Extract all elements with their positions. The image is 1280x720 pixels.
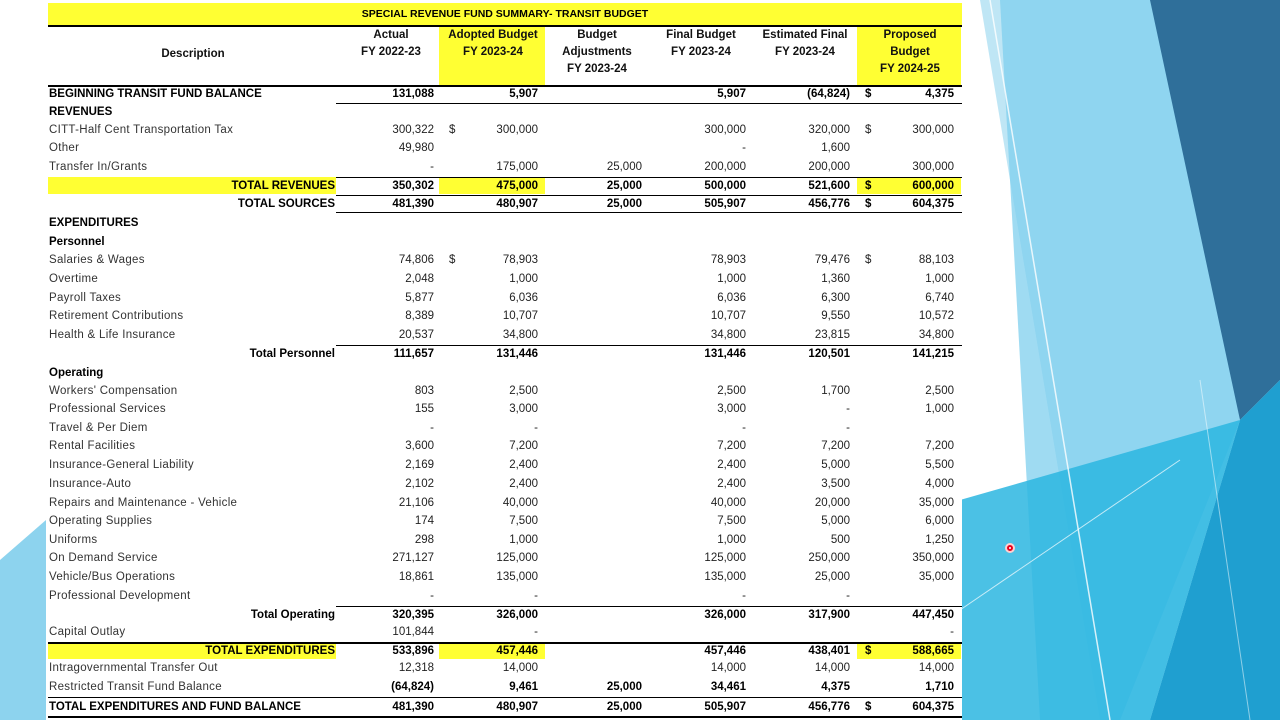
row-value-col-1: 174	[414, 515, 434, 527]
row-label: Professional Development	[49, 590, 191, 602]
budget-spreadsheet	[46, 0, 962, 720]
column-header-2	[440, 27, 546, 61]
row-value-col-5: 23,815	[814, 329, 850, 341]
dollar-sign: $	[865, 198, 872, 210]
row-value-col-6: 1,000	[925, 403, 954, 415]
row-value-col-1: 3,600	[405, 440, 434, 452]
row-value-col-5: -	[846, 422, 850, 434]
row-value-col-3: 25,000	[606, 180, 642, 192]
row-label: Other	[49, 142, 80, 154]
row-value-col-5: 500	[830, 534, 850, 546]
row-value-col-3	[552, 382, 642, 400]
row-label: Intragovernmental Transfer Out	[49, 662, 218, 674]
row-value-col-3	[552, 475, 642, 493]
column-header-3-l1: Budget	[577, 29, 617, 41]
row-value-col-1: 49,980	[398, 142, 434, 154]
rule-after-beginning-balance	[336, 103, 962, 104]
dollar-sign: $	[449, 254, 456, 266]
row-value-col-4: 2,400	[717, 478, 746, 490]
row-label: Restricted Transit Fund Balance	[49, 681, 222, 693]
row-value-col-4: 135,000	[704, 571, 746, 583]
row-value-col-1: 111,657	[393, 348, 434, 360]
row-value-col-2: 131,446	[496, 348, 538, 360]
row-value-col-1: 320,395	[392, 609, 434, 621]
row-value-col-4: 326,000	[704, 609, 746, 621]
row-value-col-1: 2,102	[405, 478, 434, 490]
row-value-col-2	[448, 364, 538, 382]
row-value-col-5: 1,700	[821, 385, 850, 397]
row-value-col-6: 1,250	[925, 534, 954, 546]
column-header-4-l1: Final Budget	[666, 29, 736, 41]
row-value-col-5: 200,000	[808, 161, 850, 173]
rule-before-grand-total	[48, 697, 962, 698]
row-value-col-1: 271,127	[392, 552, 434, 564]
row-value-col-4: 200,000	[704, 161, 746, 173]
row-value-col-2: 7,500	[509, 515, 538, 527]
row-value-col-1: 18,861	[398, 571, 434, 583]
row-value-col-4: 131,446	[704, 348, 746, 360]
row-value-col-6: 141,215	[912, 348, 954, 360]
row-label: Personnel	[49, 236, 105, 248]
row-value-col-1: -	[430, 422, 434, 434]
row-value-col-4: 500,000	[704, 180, 746, 192]
row-value-col-5	[760, 623, 850, 641]
rule-before-total-sources	[336, 195, 962, 196]
row-value-col-6: 7,200	[925, 440, 954, 452]
row-value-col-2: 10,707	[502, 310, 538, 322]
row-value-col-2: -	[534, 626, 538, 638]
row-value-col-3	[552, 307, 642, 325]
row-value-col-6: 35,000	[918, 571, 954, 583]
row-value-col-2: 78,903	[502, 254, 538, 266]
row-value-col-3	[552, 233, 642, 251]
row-value-col-2: 6,036	[509, 292, 538, 304]
row-value-col-1: 20,537	[398, 329, 434, 341]
row-value-col-6	[864, 214, 954, 232]
row-value-col-3	[552, 642, 642, 660]
row-label: Transfer In/Grants	[49, 161, 148, 173]
row-value-col-1: -	[430, 161, 434, 173]
row-value-col-4: 2,400	[717, 459, 746, 471]
row-label: Health & Life Insurance	[49, 329, 176, 341]
row-value-col-1: 803	[414, 385, 434, 397]
row-value-col-5	[760, 103, 850, 121]
column-header-1-l1: Actual	[373, 29, 409, 41]
row-value-col-1: 2,048	[405, 273, 434, 285]
row-value-col-5: 5,000	[821, 459, 850, 471]
row-value-col-4: 1,000	[717, 534, 746, 546]
row-value-col-4: 505,907	[704, 198, 746, 210]
row-label: Salaries & Wages	[49, 254, 145, 266]
row-value-col-3	[552, 531, 642, 549]
row-value-col-4: 7,500	[717, 515, 746, 527]
row-value-col-5: 521,600	[808, 180, 850, 192]
column-header-2-l2: FY 2023-24	[463, 46, 523, 58]
row-value-col-3	[552, 549, 642, 567]
row-value-col-4: 14,000	[710, 662, 746, 674]
row-value-col-1: 21,106	[398, 497, 434, 509]
row-value-col-1	[344, 103, 434, 121]
row-value-col-6: 88,103	[918, 254, 954, 266]
row-label: TOTAL SOURCES	[237, 198, 335, 210]
row-value-col-2: 5,907	[509, 88, 538, 100]
row-value-col-4: 5,907	[717, 88, 746, 100]
row-value-col-5: 250,000	[808, 552, 850, 564]
row-value-col-3: 25,000	[606, 161, 642, 173]
rule-before-total-operating	[336, 606, 962, 607]
column-header-6-l3: FY 2024-25	[880, 63, 940, 75]
row-value-col-3	[552, 512, 642, 530]
row-value-col-6: 4,375	[925, 88, 954, 100]
row-value-col-1: 481,390	[392, 701, 434, 713]
row-value-col-6: 588,665	[912, 645, 954, 657]
row-value-col-4: 1,000	[717, 273, 746, 285]
row-value-col-3	[552, 345, 642, 363]
row-label: Payroll Taxes	[49, 292, 122, 304]
row-value-col-2: 326,000	[496, 609, 538, 621]
rule-before-total-personnel	[336, 345, 962, 346]
row-value-col-3	[552, 568, 642, 586]
row-value-col-4: 125,000	[704, 552, 746, 564]
row-value-col-5: 9,550	[821, 310, 850, 322]
row-value-col-2: 475,000	[496, 180, 538, 192]
row-value-col-1: 298	[414, 534, 434, 546]
row-value-col-4	[656, 214, 746, 232]
row-value-col-5: 438,401	[808, 645, 850, 657]
bg-shape-left	[0, 520, 46, 720]
column-header-6	[858, 27, 962, 78]
row-label: Professional Services	[49, 403, 166, 415]
row-value-col-2	[448, 139, 538, 157]
row-value-col-5: 5,000	[821, 515, 850, 527]
row-label: TOTAL EXPENDITURES AND FUND BALANCE	[49, 701, 301, 713]
row-value-col-6: 2,500	[925, 385, 954, 397]
row-value-col-4	[656, 103, 746, 121]
row-value-col-2: 1,000	[509, 273, 538, 285]
row-value-col-3	[552, 103, 642, 121]
row-value-col-1: -	[430, 590, 434, 602]
row-value-col-4: -	[742, 422, 746, 434]
row-value-col-5: 6,300	[821, 292, 850, 304]
row-value-col-3	[552, 419, 642, 437]
row-value-col-1: 131,088	[392, 88, 434, 100]
row-value-col-4: 7,200	[717, 440, 746, 452]
row-label: CITT-Half Cent Transportation Tax	[49, 124, 234, 136]
row-value-col-6: 300,000	[912, 161, 954, 173]
row-value-col-5: 7,200	[821, 440, 850, 452]
row-value-col-2: 34,800	[502, 329, 538, 341]
row-value-col-4: 34,800	[710, 329, 746, 341]
row-value-col-5: 1,360	[821, 273, 850, 285]
row-label: Uniforms	[49, 534, 98, 546]
column-header-5-l1: Estimated Final	[762, 29, 848, 41]
row-value-col-2: 480,907	[496, 198, 538, 210]
row-value-col-3: 25,000	[606, 701, 642, 713]
row-label: Insurance-General Liability	[49, 459, 194, 471]
row-value-col-2	[448, 214, 538, 232]
column-header-1	[338, 27, 444, 61]
row-value-col-4: 457,446	[704, 645, 746, 657]
dollar-sign: $	[865, 124, 872, 136]
row-value-col-4: 505,907	[704, 701, 746, 713]
column-header-6-l2: Budget	[890, 46, 930, 58]
row-value-col-4: 300,000	[704, 124, 746, 136]
row-value-col-2: 2,400	[509, 478, 538, 490]
row-value-col-2	[448, 233, 538, 251]
row-value-col-3	[552, 400, 642, 418]
row-value-col-1: 2,169	[405, 459, 434, 471]
row-label: REVENUES	[49, 106, 113, 118]
row-value-col-6: 600,000	[912, 180, 954, 192]
row-value-col-3	[552, 251, 642, 269]
row-value-col-2: -	[534, 590, 538, 602]
row-label: Travel & Per Diem	[49, 422, 148, 434]
column-header-4	[648, 27, 754, 61]
row-value-col-6	[864, 139, 954, 157]
row-label: Retirement Contributions	[49, 310, 184, 322]
row-value-col-5: 320,000	[808, 124, 850, 136]
row-value-col-6: 604,375	[912, 701, 954, 713]
row-value-col-2: 175,000	[496, 161, 538, 173]
rule-before-total-expenditures	[48, 642, 962, 644]
row-value-col-2: -	[534, 422, 538, 434]
row-value-col-4: -	[742, 142, 746, 154]
row-value-col-2	[448, 103, 538, 121]
row-value-col-5: -	[846, 403, 850, 415]
row-value-col-6	[864, 103, 954, 121]
row-value-col-2: 14,000	[502, 662, 538, 674]
row-label: Total Operating	[250, 609, 335, 621]
row-value-col-6	[864, 233, 954, 251]
dollar-sign: $	[865, 180, 872, 192]
row-value-col-5: 456,776	[808, 198, 850, 210]
row-value-col-2: 40,000	[502, 497, 538, 509]
row-value-col-3	[552, 494, 642, 512]
row-value-col-4: 6,036	[717, 292, 746, 304]
row-value-col-3	[552, 326, 642, 344]
row-value-col-1: 155	[414, 403, 434, 415]
row-value-col-2: 7,200	[509, 440, 538, 452]
row-label: Rental Facilities	[49, 440, 136, 452]
row-value-col-5: 120,501	[808, 348, 850, 360]
row-value-col-6	[864, 419, 954, 437]
row-value-col-6: 1,000	[925, 273, 954, 285]
row-value-col-4: 40,000	[710, 497, 746, 509]
row-value-col-6: 34,800	[918, 329, 954, 341]
row-value-col-5: (64,824)	[807, 88, 850, 100]
row-value-col-4: 3,000	[717, 403, 746, 415]
row-value-col-5	[760, 214, 850, 232]
row-label: Operating Supplies	[49, 515, 153, 527]
row-value-col-6: 350,000	[912, 552, 954, 564]
rule-before-total-revenues	[336, 177, 962, 178]
column-header-3-l3: FY 2023-24	[567, 63, 627, 75]
row-label: EXPENDITURES	[49, 217, 139, 229]
row-value-col-1	[344, 364, 434, 382]
row-label: Capital Outlay	[49, 626, 126, 638]
column-header-0-l2: Description	[161, 48, 225, 60]
row-value-col-6: 1,710	[925, 681, 954, 693]
dollar-sign: $	[865, 254, 872, 266]
row-label: Repairs and Maintenance - Vehicle	[49, 497, 238, 509]
row-value-col-2: 2,500	[509, 385, 538, 397]
row-value-col-6: 14,000	[918, 662, 954, 674]
row-value-col-3: 25,000	[606, 681, 642, 693]
row-value-col-4: 78,903	[710, 254, 746, 266]
row-value-col-2: 1,000	[509, 534, 538, 546]
row-label: Operating	[49, 367, 104, 379]
pointer-cursor-icon	[1005, 543, 1015, 553]
row-value-col-2: 300,000	[496, 124, 538, 136]
row-value-col-2: 9,461	[509, 681, 538, 693]
row-value-col-4	[656, 623, 746, 641]
row-label: Overtime	[49, 273, 99, 285]
row-value-col-5	[760, 233, 850, 251]
row-value-col-1: 5,877	[405, 292, 434, 304]
row-value-col-6: 6,000	[925, 515, 954, 527]
row-value-col-3	[552, 606, 642, 624]
row-label: Workers' Compensation	[49, 385, 178, 397]
row-value-col-6: 35,000	[918, 497, 954, 509]
row-value-col-4	[656, 364, 746, 382]
row-value-col-2: 135,000	[496, 571, 538, 583]
row-value-col-3	[552, 623, 642, 641]
row-value-col-4: 34,461	[710, 681, 746, 693]
row-value-col-6: 6,740	[925, 292, 954, 304]
dollar-sign: $	[449, 124, 456, 136]
row-value-col-3	[552, 85, 642, 103]
row-value-col-5: 456,776	[808, 701, 850, 713]
row-value-col-3	[552, 587, 642, 605]
row-label: On Demand Service	[49, 552, 158, 564]
row-value-col-3	[552, 659, 642, 677]
row-label: BEGINNING TRANSIT FUND BALANCE	[49, 88, 262, 100]
row-value-col-5: 3,500	[821, 478, 850, 490]
row-label: Vehicle/Bus Operations	[49, 571, 176, 583]
row-value-col-1: 533,896	[392, 645, 434, 657]
row-value-col-2: 125,000	[496, 552, 538, 564]
row-value-col-1: 481,390	[392, 198, 434, 210]
column-header-3	[544, 27, 650, 78]
row-value-col-5: 79,476	[814, 254, 850, 266]
row-value-col-3	[552, 456, 642, 474]
row-value-col-5	[760, 364, 850, 382]
row-value-col-5: 14,000	[814, 662, 850, 674]
column-header-5-l2: FY 2023-24	[775, 46, 835, 58]
column-header-5	[752, 27, 858, 61]
row-value-col-1: (64,824)	[391, 681, 434, 693]
row-value-col-5: 25,000	[814, 571, 850, 583]
sheet-title: SPECIAL REVENUE FUND SUMMARY- TRANSIT BUDGET	[48, 3, 962, 25]
row-value-col-2: 480,907	[496, 701, 538, 713]
row-value-col-5: 1,600	[821, 142, 850, 154]
row-value-col-1	[344, 214, 434, 232]
row-value-col-4: 2,500	[717, 385, 746, 397]
row-value-col-6	[864, 364, 954, 382]
row-value-col-2: 2,400	[509, 459, 538, 471]
row-value-col-3	[552, 270, 642, 288]
row-value-col-1: 12,318	[398, 662, 434, 674]
rule-grand-total-bottom	[48, 716, 962, 718]
row-value-col-6: -	[950, 626, 954, 638]
row-value-col-2: 457,446	[496, 645, 538, 657]
column-header-1-l2: FY 2022-23	[361, 46, 421, 58]
row-value-col-6: 10,572	[918, 310, 954, 322]
header-top-rule	[48, 25, 962, 27]
row-label: Total Personnel	[249, 348, 335, 360]
row-value-col-1	[344, 233, 434, 251]
column-header-0	[48, 46, 338, 63]
row-value-col-2: 3,000	[509, 403, 538, 415]
column-header-6-l1: Proposed	[883, 29, 937, 41]
row-value-col-4: 10,707	[710, 310, 746, 322]
row-value-col-4: -	[742, 590, 746, 602]
column-header-3-l2: Adjustments	[562, 46, 632, 58]
row-value-col-1: 101,844	[392, 626, 434, 638]
row-value-col-6: 4,000	[925, 478, 954, 490]
row-value-col-5: -	[846, 590, 850, 602]
row-label: TOTAL REVENUES	[231, 180, 335, 192]
dollar-sign: $	[865, 645, 872, 657]
row-value-col-6: 604,375	[912, 198, 954, 210]
row-value-col-5: 317,900	[808, 609, 850, 621]
row-value-col-3	[552, 121, 642, 139]
row-label: Insurance-Auto	[49, 478, 132, 490]
rule-after-total-sources	[336, 212, 962, 213]
row-value-col-1: 74,806	[398, 254, 434, 266]
row-value-col-6: 300,000	[912, 124, 954, 136]
row-value-col-6: 447,450	[912, 609, 954, 621]
column-header-4-l2: FY 2023-24	[671, 46, 731, 58]
row-label: TOTAL EXPENDITURES	[205, 645, 335, 657]
row-value-col-3	[552, 364, 642, 382]
row-value-col-3	[552, 214, 642, 232]
row-value-col-5: 4,375	[821, 681, 850, 693]
dollar-sign: $	[865, 701, 872, 713]
row-value-col-3	[552, 437, 642, 455]
row-value-col-4	[656, 233, 746, 251]
row-value-col-1: 8,389	[405, 310, 434, 322]
row-value-col-6	[864, 587, 954, 605]
row-value-col-3	[552, 289, 642, 307]
row-value-col-3	[552, 139, 642, 157]
row-value-col-1: 300,322	[392, 124, 434, 136]
row-value-col-3: 25,000	[606, 198, 642, 210]
column-header-2-l1: Adopted Budget	[448, 29, 538, 41]
dollar-sign: $	[865, 88, 872, 100]
row-value-col-1: 350,302	[392, 180, 434, 192]
row-value-col-5: 20,000	[814, 497, 850, 509]
row-value-col-6: 5,500	[925, 459, 954, 471]
